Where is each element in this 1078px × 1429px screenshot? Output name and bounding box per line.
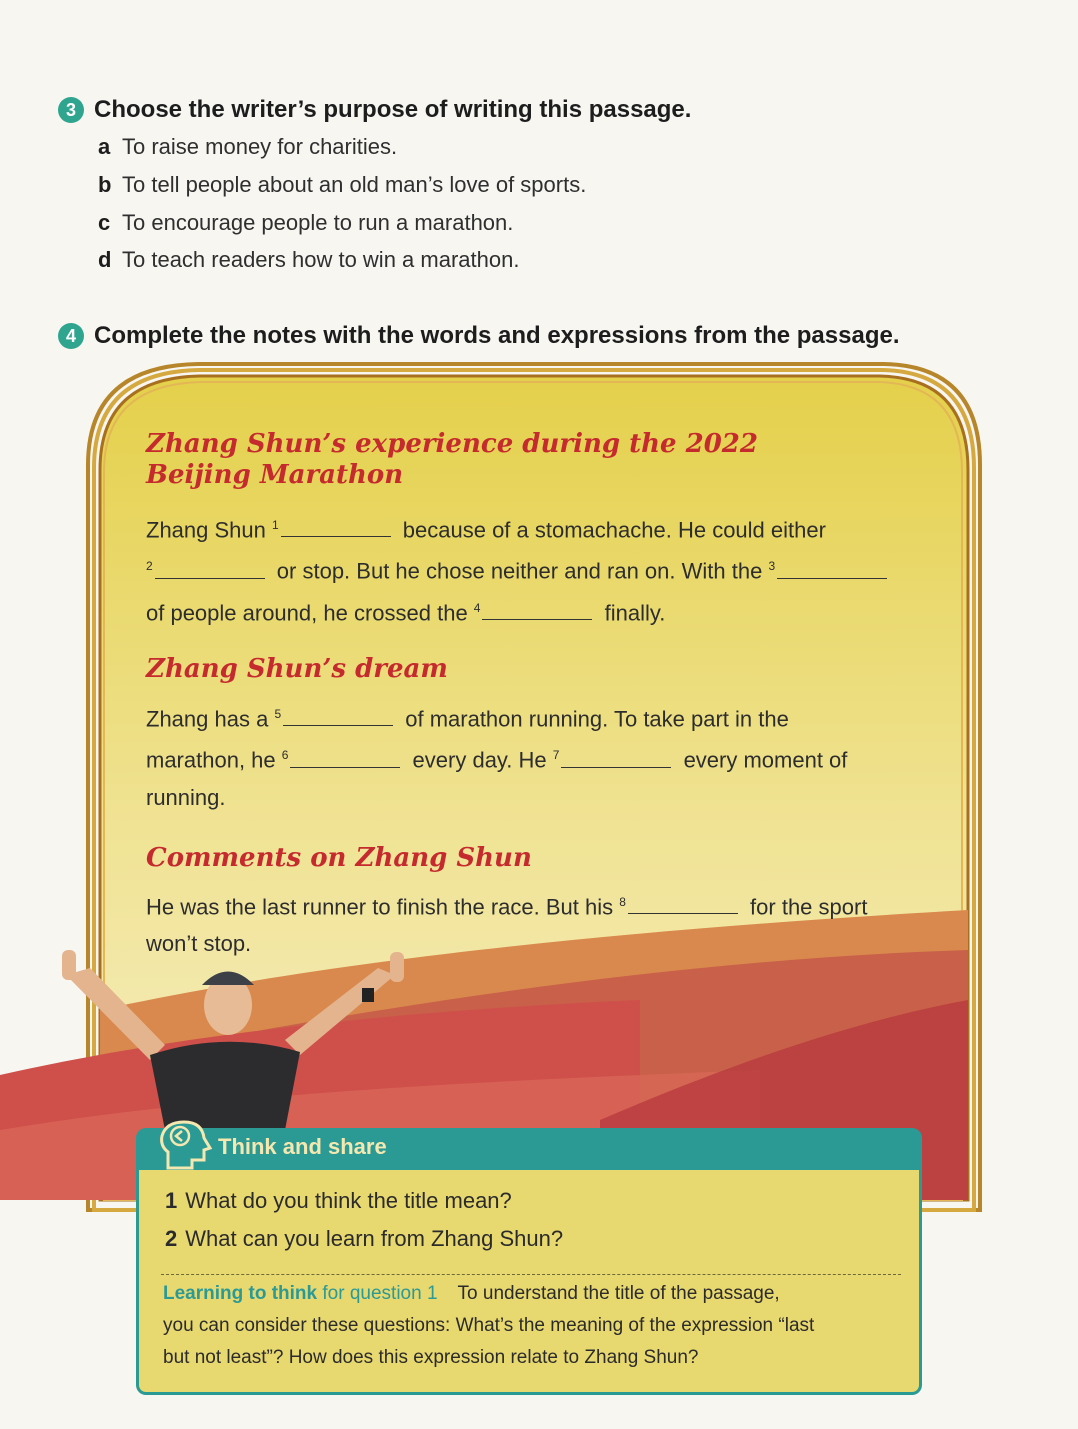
notes-paragraph-comments [146,884,867,962]
blank-1[interactable] [281,514,391,537]
text: of people around, he crossed the [146,599,474,625]
text: every moment of [677,747,848,773]
tip-text: To understand the title of the passage, [457,1283,780,1304]
think-header [136,1128,922,1170]
text: marathon, he [146,747,282,773]
question-number: 1 [165,1188,178,1213]
option-letter: d [98,247,112,272]
option-text: To encourage people to run a marathon. [122,210,514,235]
text: won’t stop. [146,931,252,957]
notes-heading-comments: Comments on Zhang Shun [146,843,532,873]
heading-line: Beijing Marathon [146,460,404,490]
option-text: To teach readers how to win a marathon. [122,247,520,272]
question-text: What do you think the title mean? [185,1188,512,1213]
blank-8[interactable] [628,891,738,914]
blank-number: 7 [552,748,560,763]
blank-number: 3 [768,559,776,574]
option-text: To tell people about an old man’s love of sports. [122,172,587,197]
text: because of a stomachache. He could either [396,517,826,543]
think-and-share-box [136,1128,922,1394]
question-title: Complete the notes with the words and expressions from the passage. [94,322,900,349]
question-text: What can you learn from Zhang Shun? [185,1226,564,1251]
text: finally. [598,599,666,625]
question-number-badge: 3 [58,97,84,123]
think-body [136,1170,922,1395]
blank-number: 6 [281,748,289,763]
blank-number: 1 [271,518,279,532]
blank-7[interactable] [561,745,671,768]
option-letter: b [98,172,112,197]
head-thinking-icon [156,1118,214,1174]
divider [161,1274,901,1275]
option-letter: a [98,134,111,159]
notes-paragraph-experience [146,507,893,631]
blank-number: 8 [619,895,626,909]
tip-text: but not least”? How does this expression relate to Zhang Shun? [163,1347,699,1368]
think-title: Think and share [218,1134,387,1159]
blank-number: 5 [274,707,282,721]
text: every day. He [406,747,553,773]
heading-line: Zhang Shun’s experience during the 2022 [146,429,758,459]
blank-4[interactable] [482,597,592,620]
text: for the sport [743,894,868,920]
blank-5[interactable] [283,703,393,726]
text: Zhang has a [146,706,275,732]
blank-number: 4 [473,600,481,615]
notes-heading-dream: Zhang Shun’s dream [146,654,448,684]
learning-to-think-tip [163,1278,903,1374]
text: Zhang Shun [146,517,272,543]
blank-number: 2 [146,559,153,574]
option-letter: c [98,210,111,235]
question-number-badge: 4 [58,323,84,349]
text: or stop. But he chose neither and ran on. With the [270,558,769,584]
tip-text: you can consider these questions: What’s the meaning of the expression “last [163,1315,815,1336]
think-question-1 [165,1188,512,1214]
option-text: To raise money for charities. [122,134,398,159]
blank-6[interactable] [290,745,400,768]
notes-heading-experience [146,429,758,491]
tip-key: for question 1 [322,1283,438,1304]
question-title: Choose the writer’s purpose of writing this passage. [94,96,692,123]
text: He was the last runner to finish the race. But his [146,894,620,920]
text: of marathon running. To take part in the [399,706,789,732]
question-number: 2 [165,1226,178,1251]
think-question-2 [165,1226,563,1252]
blank-2[interactable] [155,556,265,579]
notes-paragraph-dream [146,696,847,816]
tip-key: Learning to think [163,1283,318,1304]
text: running. [146,784,226,810]
blank-3[interactable] [777,556,887,579]
